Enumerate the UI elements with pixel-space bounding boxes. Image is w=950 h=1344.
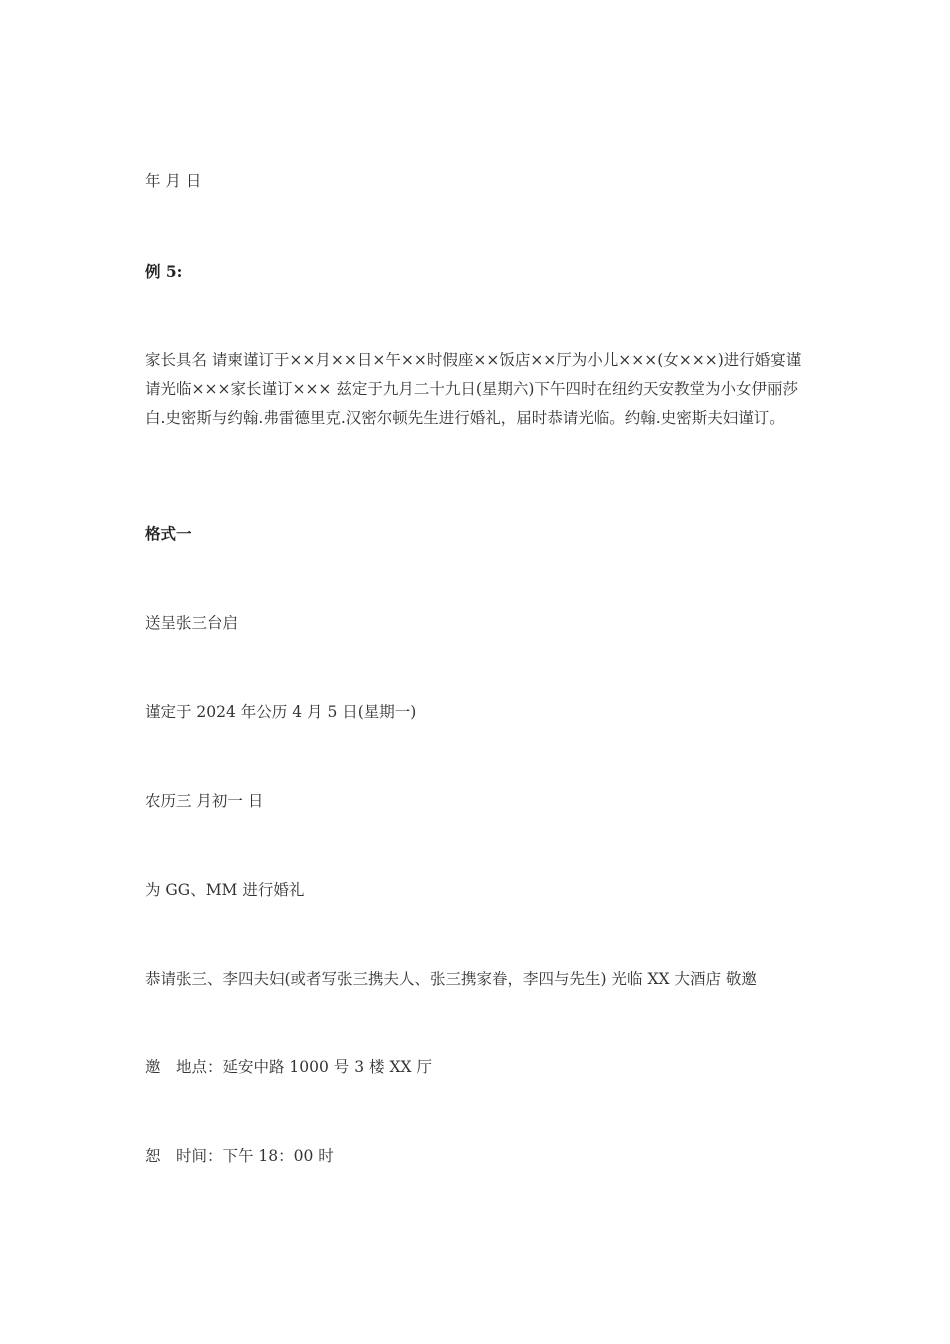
invite-guests-line: 恭请张三、李四夫妇(或者写张三携夫人、张三携家眷，李四与先生) 光临 XX 大酒店 敬邀 xyxy=(145,970,757,988)
invite-recipient-line: 送呈张三台启 xyxy=(145,614,239,632)
example-heading: 例 5: xyxy=(145,262,183,281)
invite-location-line: 邀 地点：延安中路 1000 号 3 楼 XX 厅 xyxy=(145,1058,432,1076)
invite-time-line: 恕 时间：下午 18：00 时 xyxy=(145,1147,334,1165)
example-paragraph: 家长具名 请柬谨订于××月××日×午××时假座××饭店××厅为小儿×××(女×××)进行婚宴谨请光临×××家长谨订××× 兹定于九月二十九日(星期六)下午四时在纽约天安教堂为小女伊丽莎白.史密斯与约翰.弗雷德里克.汉密尔顿先生进行婚礼，届时恭请光临。约翰.史密斯夫妇谨订。 xyxy=(145,351,802,427)
invite-date-line: 谨定于 2024 年公历 4 月 5 日(星期一) xyxy=(145,703,417,721)
date-line: 年 月 日 xyxy=(145,172,202,190)
format-heading: 格式一 xyxy=(145,524,192,543)
invite-purpose-line: 为 GG、MM 进行婚礼 xyxy=(145,881,305,899)
invite-lunar-date-line: 农历三 月初一 日 xyxy=(145,792,264,810)
